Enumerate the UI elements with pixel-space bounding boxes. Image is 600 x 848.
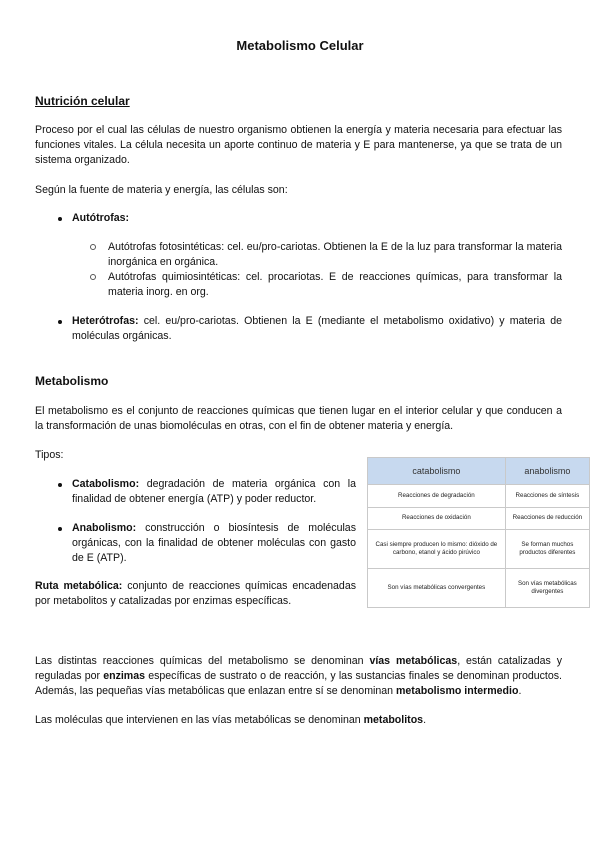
table-cell: Reacciones de reducción [505, 507, 589, 530]
table-row [368, 507, 590, 530]
table-cell: Son vías metabólicas convergentes [368, 569, 506, 608]
autotrofas-quimiosinteticas: Autótrofas quimiosintéticas: cel. procariotas. E de reacciones químicas, para transformar la materia inorg. en org. [108, 271, 562, 298]
paragraph-metabolitos: Las moléculas que intervienen en las vías metabólicas se denominan metabolitos. [35, 714, 427, 726]
sub-bullet-icon [90, 244, 96, 250]
table-cell: Casi siempre producen lo mismo: dióxido de carbono, etanol y ácido pirúvico [368, 530, 506, 569]
paragraph-fuente: Según la fuente de materia y energía, las células son: [35, 184, 288, 196]
table-row [368, 569, 590, 608]
autotrofas-fotosinteticas: Autótrofas fotosintéticas: cel. eu/pro-cariotas. Obtienen la E de la luz para transformar la materia inorgánica en orgánica. [108, 241, 562, 268]
paragraph-nutricion: Proceso por el cual las células de nuestro organismo obtienen la energía y materia necesaria para efectuar las funciones vitales. La célula necesita un aporte continuo de materia y E para mantenerse, ya que se trata de un sistema organizado. [35, 124, 562, 166]
paragraph-metabolismo: El metabolismo es el conjunto de reacciones químicas que tienen lugar en el interior celular y que conducen a la transformación de unas biomoléculas en otras, con el fin de obtener materia y energía. [35, 405, 562, 432]
bullet-icon [58, 483, 62, 487]
heading-metabolismo: Metabolismo [35, 374, 109, 388]
sub-bullet-icon [90, 274, 96, 280]
bullet-icon [58, 320, 62, 324]
comparison-table [367, 457, 590, 608]
table-row [368, 530, 590, 569]
table-cell: Reacciones de degradación [368, 485, 506, 508]
table-cell: Reacciones de oxidación [368, 507, 506, 530]
bullet-icon [58, 527, 62, 531]
bullet-icon [58, 217, 62, 221]
tipos-label: Tipos: [35, 449, 64, 461]
ruta-metabolica: Ruta metabólica: conjunto de reacciones químicas encadenadas por metabolitos y catalizadas por enzimas específicas. [35, 580, 357, 607]
table-row [368, 485, 590, 508]
heading-nutricion: Nutrición celular [35, 94, 130, 108]
autotrofas-label: Autótrofas: [72, 212, 130, 224]
page-title: Metabolismo Celular [236, 38, 364, 53]
table-cell: Se forman muchos productos diferentes [505, 530, 589, 569]
paragraph-vias-metabolicas: Las distintas reacciones químicas del metabolismo se denominan vías metabólicas, están catalizadas y reguladas por enzimas específicas de sustrato o de reacción, y las sustancias finales se denominan productos. Además, las pequeñas vías metabólicas que enlazan entre sí se denominan metabolismo intermedio. [35, 655, 562, 697]
anabolismo-item: Anabolismo: construcción o biosíntesis de moléculas orgánicas, con la finalidad de obtener moléculas con gasto de E (ATP). [72, 522, 356, 564]
table-cell: Reacciones de síntesis [505, 485, 589, 508]
heterotrofas-item: Heterótrofas: cel. eu/pro-cariotas. Obtienen la E (mediante el metabolismo oxidativo) y materia de moléculas orgánicas. [72, 315, 562, 342]
table-cell: Son vías metabólicas divergentes [505, 569, 589, 608]
table-header-catabolismo: catabolismo [368, 458, 506, 485]
catabolismo-item: Catabolismo: degradación de materia orgánica con la finalidad de obtener energía (ATP) y poder reductor. [72, 478, 356, 505]
table-header-anabolismo: anabolismo [505, 458, 589, 485]
